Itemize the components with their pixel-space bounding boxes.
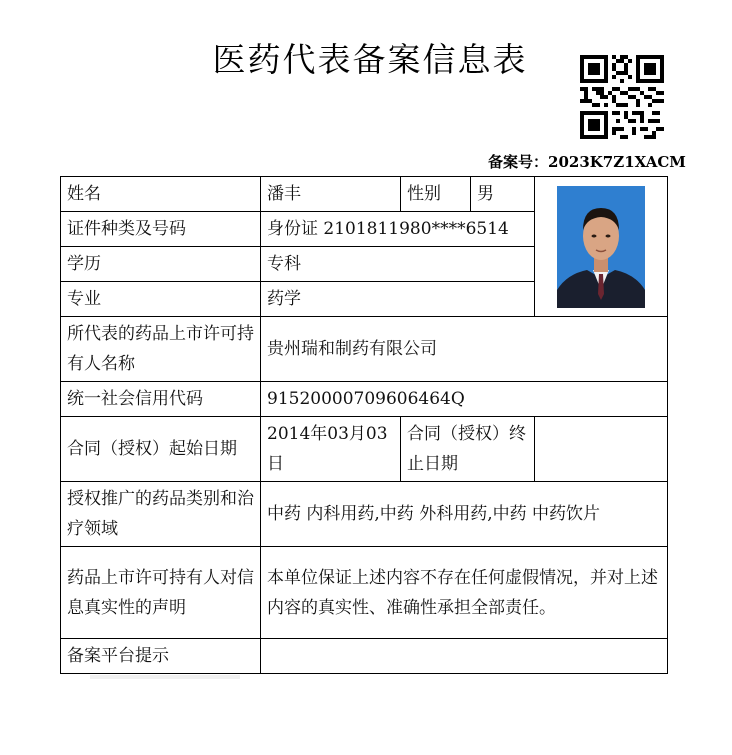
- record-number: [488, 151, 686, 172]
- faded-mark: [90, 672, 240, 682]
- photo-cell: [535, 177, 668, 317]
- gender-value: 男: [471, 177, 535, 212]
- record-number-label: 备案号：: [488, 153, 549, 171]
- credit-code-label: 统一社会信用代码: [61, 382, 261, 417]
- declaration-value: 本单位保证上述内容不存在任何虚假情况，并对上述内容的真实性、准确性承担全部责任。: [261, 547, 668, 639]
- major-label: 专业: [61, 282, 261, 317]
- credit-code-value: 91520000709606464Q: [261, 382, 668, 417]
- name-value: 潘丰: [261, 177, 401, 212]
- end-date-label: 合同（授权）终止日期: [401, 417, 535, 482]
- declaration-label: 药品上市许可持有人对信息真实性的声明: [61, 547, 261, 639]
- qr-code: [580, 55, 664, 139]
- scope-value: 中药 内科用药,中药 外科用药,中药 中药饮片: [261, 482, 668, 547]
- id-photo: [557, 186, 645, 308]
- end-date-value: [535, 417, 668, 482]
- platform-value: [261, 639, 668, 674]
- education-value: 专科: [261, 247, 535, 282]
- id-value: 身份证 2101811980****6514: [261, 212, 535, 247]
- education-label: 学历: [61, 247, 261, 282]
- holder-value: 贵州瑞和制药有限公司: [261, 317, 668, 382]
- start-date-value: 2014年03月03日: [261, 417, 401, 482]
- gender-label: 性别: [401, 177, 471, 212]
- name-label: 姓名: [61, 177, 261, 212]
- record-form-table: [60, 176, 668, 674]
- document-title: 医药代表备案信息表: [212, 40, 528, 79]
- holder-label: 所代表的药品上市许可持有人名称: [61, 317, 261, 382]
- platform-label: 备案平台提示: [61, 639, 261, 674]
- record-number-value: 2023K7Z1XACM: [548, 153, 686, 171]
- start-date-label: 合同（授权）起始日期: [61, 417, 261, 482]
- scope-label: 授权推广的药品类别和治疗领域: [61, 482, 261, 547]
- id-label: 证件种类及号码: [61, 212, 261, 247]
- major-value: 药学: [261, 282, 535, 317]
